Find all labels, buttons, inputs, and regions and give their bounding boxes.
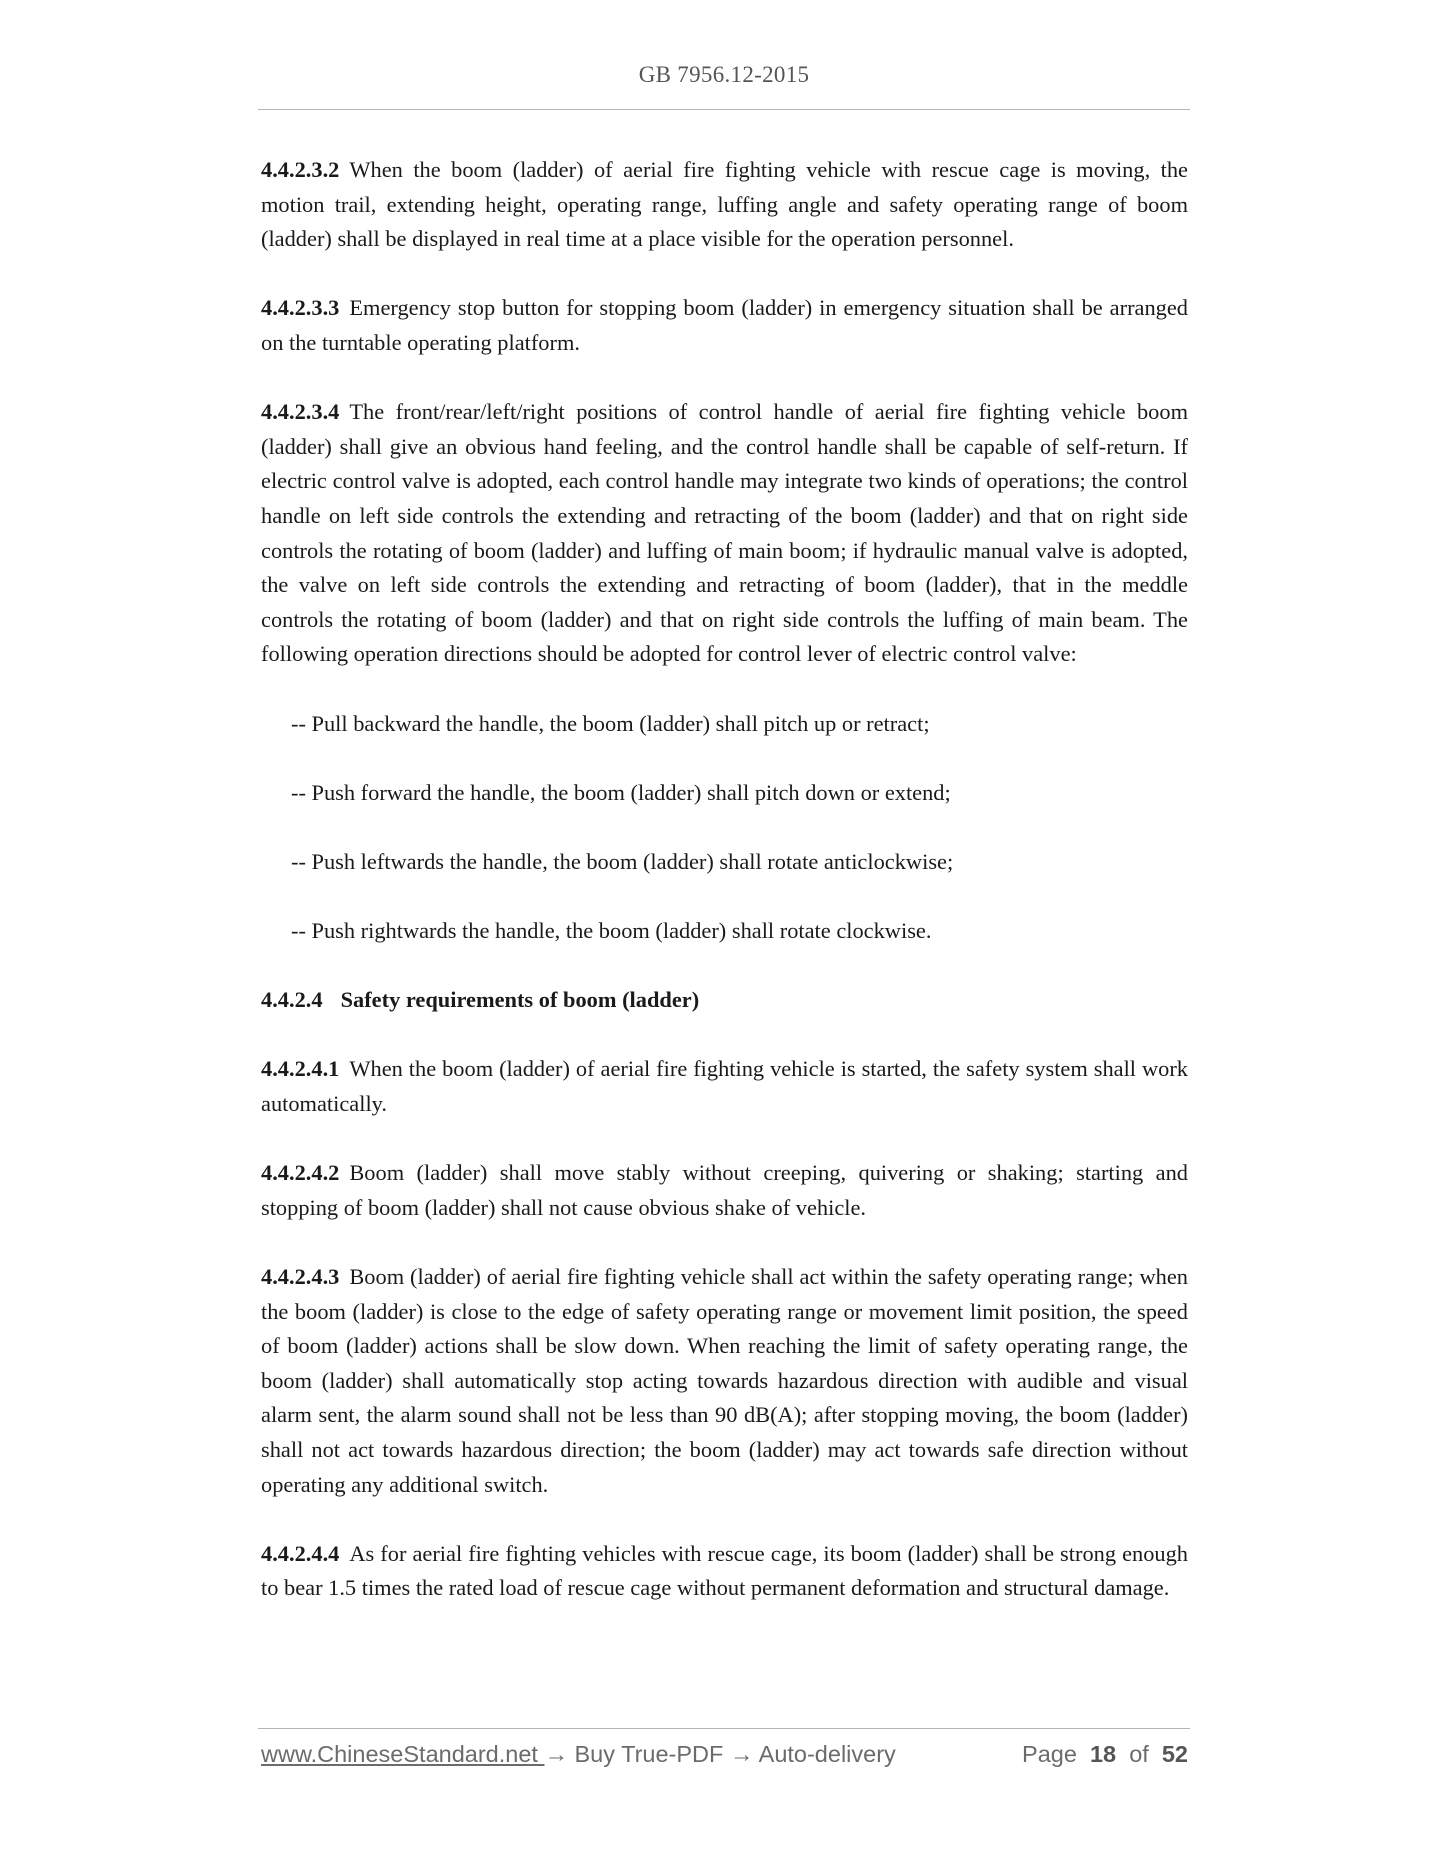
clause-number: 4.4.2.3.4 <box>261 399 340 425</box>
document-header-title: GB 7956.12-2015 <box>638 62 810 87</box>
auto-delivery-text: Auto-delivery <box>758 1741 896 1767</box>
clause-text: Boom (ladder) shall move stably without creeping, quivering or shaking; starting and stopping of boom (ladder) shall not cause obvious shake of vehicle. <box>261 1160 1188 1220</box>
clause-paragraph <box>261 1260 1188 1502</box>
clause-number: 4.4.2.3.3 <box>261 295 340 321</box>
footer-promo <box>261 1741 896 1768</box>
clause-number: 4.4.2.4.1 <box>261 1056 340 1082</box>
arrow-right-icon: → <box>544 1741 568 1767</box>
clause-paragraph <box>261 395 1188 672</box>
clause-text: When the boom (ladder) of aerial fire fighting vehicle is started, the safety system shall work automatically. <box>261 1056 1188 1117</box>
clause-text: The front/rear/left/right positions of control handle of aerial fire fighting vehicle boom (ladder) shall give an obvious hand feeling, and the control handle shall be capable of self-return. If electric control valve is adopted, each control handle may integrate two kinds of operations; the control handle on left side controls the extending and retracting of the boom (ladder) and that on right side controls the rotating of boom (ladder) and luffing of main boom; if hydraulic manual valve is adopted, the valve on left side controls the extending and retracting of boom (ladder), that in the meddle controls the rotating of boom (ladder) and that on right side controls the luffing of main beam. The following operation directions should be adopted for control lever of electric control valve: <box>261 399 1188 667</box>
clause-text: When the boom (ladder) of aerial fire fighting vehicle with rescue cage is moving, the motion trail, extending height, operating range, luffing angle and safety operating range of boom (ladder) shall be displayed in real time at a place visible for the operation personnel. <box>261 157 1188 252</box>
clause-paragraph <box>261 1052 1188 1121</box>
section-heading <box>261 983 1188 1018</box>
clause-text: As for aerial fire fighting vehicles with rescue cage, its boom (ladder) shall be strong enough to bear 1.5 times the rated load of rescue cage without permanent deformation and structural damage. <box>261 1540 1188 1601</box>
clause-number: 4.4.2.4.2 <box>261 1160 340 1186</box>
list-item: -- Push rightwards the handle, the boom (ladder) shall rotate clockwise. <box>291 918 932 944</box>
clause-paragraph <box>261 153 1188 257</box>
buy-true-pdf-text: Buy True-PDF <box>574 1741 724 1767</box>
clause-paragraph <box>261 291 1188 360</box>
clause-number: 4.4.2.4.4 <box>261 1540 340 1566</box>
document-body <box>261 153 1188 1641</box>
page-total: 52 <box>1161 1741 1188 1767</box>
header-divider <box>258 109 1190 110</box>
list-item: -- Pull backward the handle, the boom (ladder) shall pitch up or retract; <box>291 710 930 736</box>
page-number: 18 <box>1089 1741 1117 1767</box>
site-link[interactable]: www.ChineseStandard.net <box>261 1741 545 1767</box>
list-item: -- Push leftwards the handle, the boom (ladder) shall rotate anticlockwise; <box>291 848 954 874</box>
clause-text: Boom (ladder) of aerial fire fighting vehicle shall act within the safety operating range; when the boom (ladder) is close to the edge of safety operating range or movement limit position, the speed of boom (ladder) actions shall be slow down. When reaching the limit of safety operating range, the boom (ladder) shall automatically stop acting towards hazardous direction with audible and visual alarm sent, the alarm sound shall not be less than 90 dB(A); after stopping moving, the boom (ladder) shall not act towards hazardous direction; the boom (ladder) may act towards safe direction without operating any additional switch. <box>261 1264 1188 1497</box>
arrow-right-icon: → <box>729 1741 754 1767</box>
page-label: Page <box>1022 1741 1077 1767</box>
clause-number: 4.4.2.4.3 <box>261 1264 340 1289</box>
list-item: -- Push forward the handle, the boom (ladder) shall pitch down or extend; <box>291 779 951 805</box>
clause-paragraph <box>261 1156 1188 1225</box>
page-indicator <box>1022 1741 1188 1768</box>
clause-text: Emergency stop button for stopping boom (ladder) in emergency situation shall be arranged on the turntable operating platform. <box>261 295 1188 355</box>
footer-divider <box>258 1728 1190 1729</box>
of-label: of <box>1129 1741 1149 1767</box>
section-title: Safety requirements of boom (ladder) <box>340 987 700 1013</box>
section-number: 4.4.2.4 <box>261 987 323 1013</box>
clause-paragraph <box>261 1537 1188 1606</box>
clause-number: 4.4.2.3.2 <box>261 157 340 182</box>
